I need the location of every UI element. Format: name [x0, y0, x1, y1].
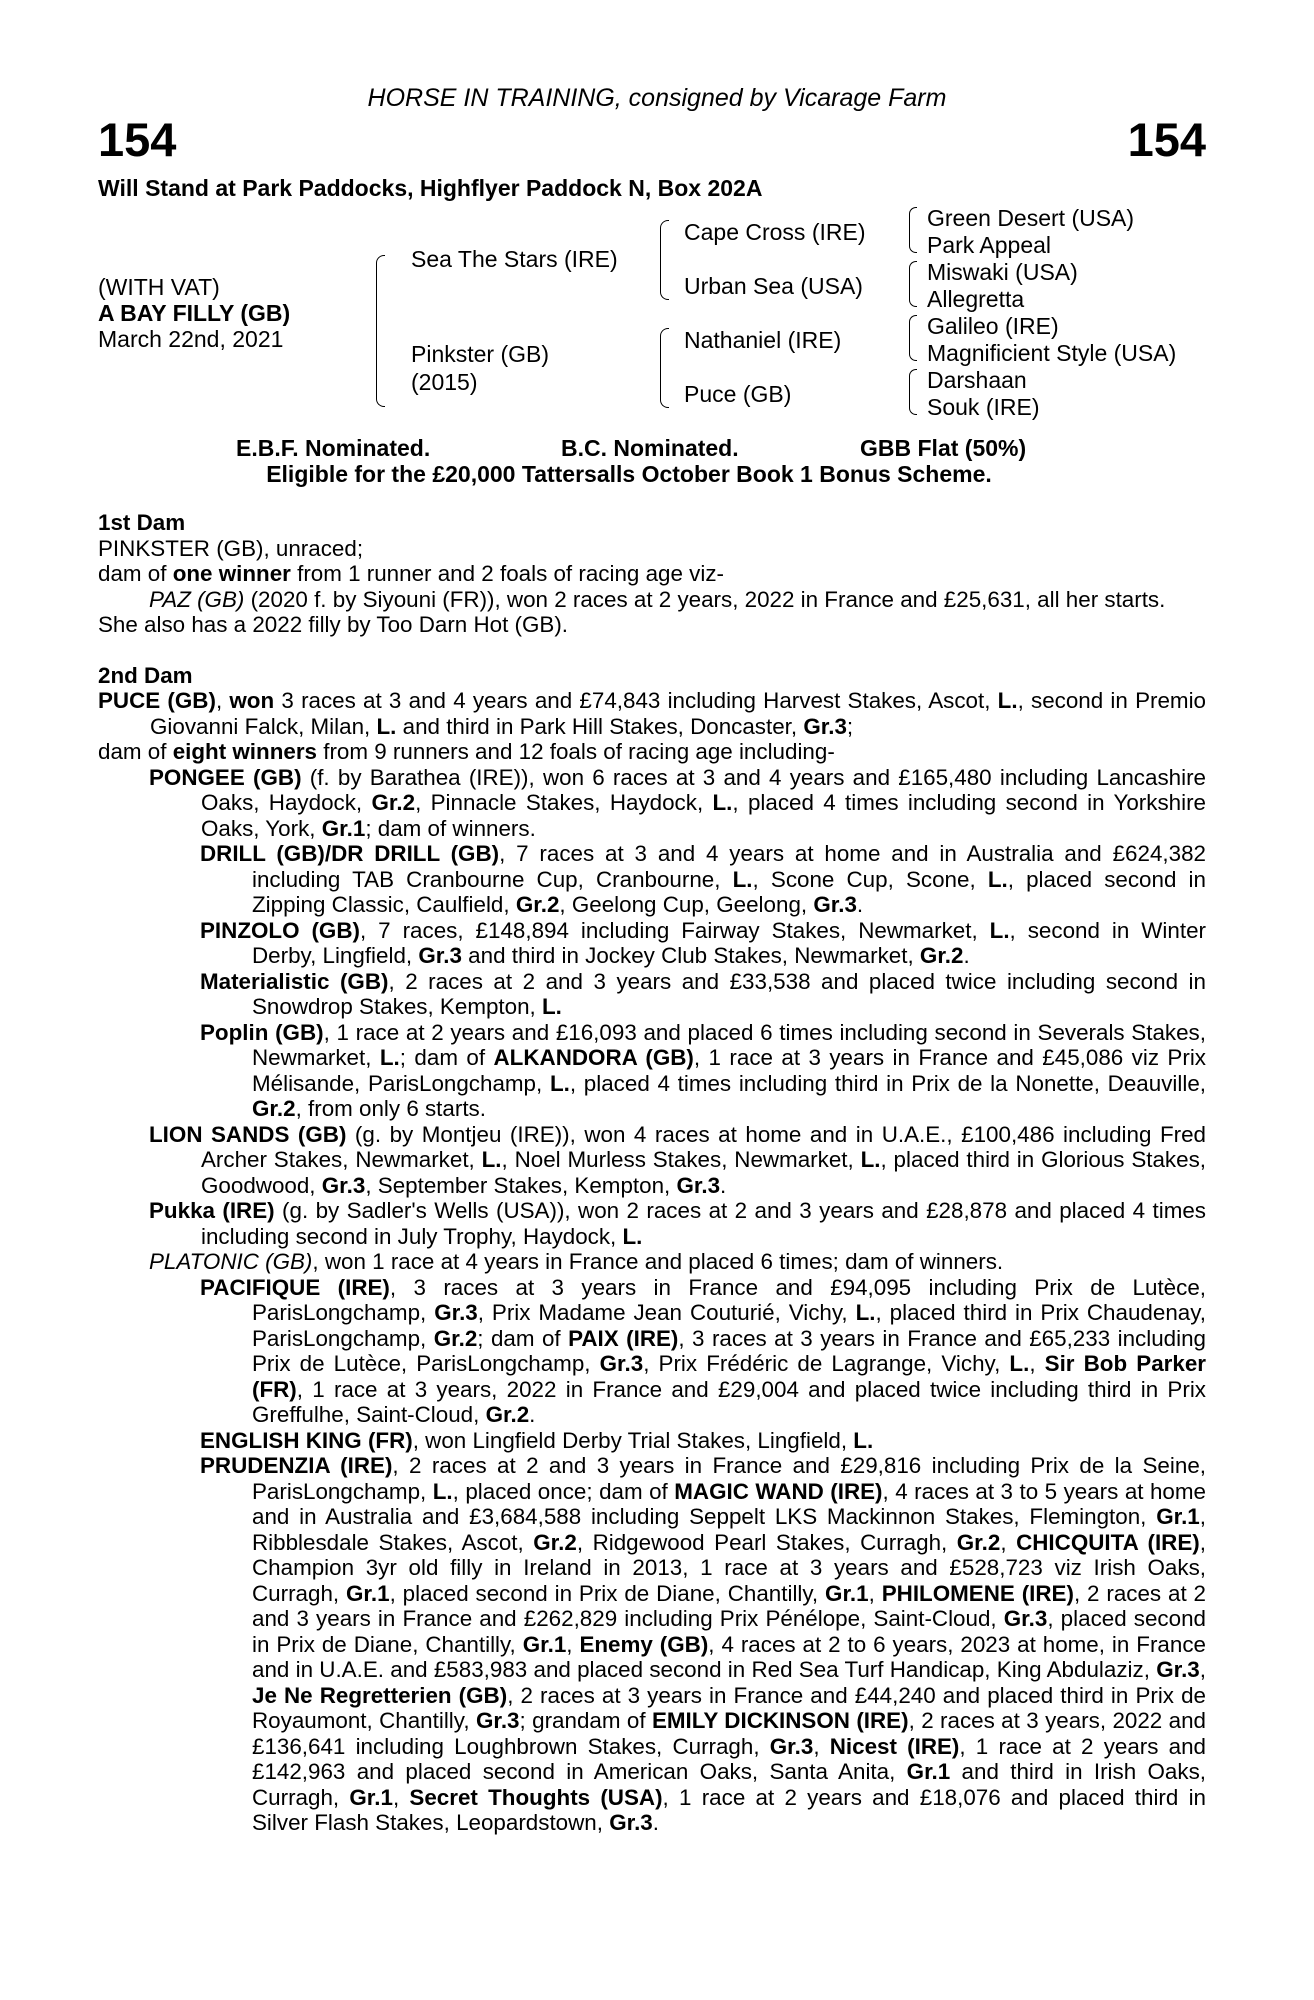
pedigree-brace-sire	[660, 220, 669, 300]
ebf-nominated: E.B.F. Nominated.	[236, 435, 431, 461]
pedigree-brace-ss	[909, 207, 917, 253]
pedigree-dam-year: (2015)	[411, 369, 478, 395]
first-dam-line2: dam of one winner from 1 runner and 2 foals of racing age viz-	[98, 561, 724, 586]
produce-platonic: PLATONIC (GB), won 1 race at 4 years in France and placed 6 times; dam of winners.	[149, 1249, 1004, 1274]
pedigree-brace-sd	[909, 261, 917, 307]
gbb-flat: GBB Flat (50%)	[860, 435, 1027, 461]
pedigree-brace-dam	[660, 328, 669, 408]
first-dam-produce-paz: PAZ (GB) (2020 f. by Siyouni (FR)), won 2 races at 2 years, 2022 in France and £25,631, all her starts.	[149, 586, 1166, 612]
produce-english-king: ENGLISH KING (FR), won Lingfield Derby Trial Stakes, Lingfield, L.	[200, 1427, 874, 1453]
page-header-title: HORSE IN TRAINING, consigned by Vicarage Farm	[367, 84, 947, 112]
pedigree-dsd: Magnificient Style (USA)	[927, 340, 1177, 366]
pedigree-dds: Darshaan	[927, 367, 1027, 393]
pedigree-sdd: Allegretta	[927, 286, 1025, 312]
dam-record	[98, 510, 1206, 1836]
produce-prudenzia: PRUDENZIA (IRE), 2 races at 2 and 3 years in France and £29,816 including Prix de la Seine, ParisLongchamp, L., placed once; dam of MAGIC WAND (IRE), 4 races at 3 to 5 years at home and in Australia and £3,684,588 including Seppelt LKS Mackinnon Stakes, Flemington, Gr.1, Ribblesdale Stakes, Ascot, Gr.2, Ridgewood Pearl Stakes, Curragh, Gr.2, CHICQUITA (IRE), Champion 3yr old filly in Ireland in 2013, 1 race at 3 years and £528,723 viz Irish Oaks, Curragh, Gr.1, placed second in Prix de Diane, Chantilly, Gr.1, PHILOMENE (IRE), 2 races at 2 and 3 years in France and £262,829 including Prix Pénélope, Saint-Cloud, Gr.3, placed second in Prix de Diane, Chantilly, Gr.1, Enemy (GB), 4 races at 2 to 6 years, 2023 at home, in France and in U.A.E. and £583,983 and placed second in Red Sea Turf Handicap, King Abdulaziz, Gr.3, Je Ne Regretterien (GB), 2 races at 3 years in France and £44,240 and placed third in Prix de Royaumont, Chantilly, Gr.3; grandam of EMILY DICKINSON (IRE), 2 races at 3 years, 2022 and £136,641 including Loughbrown Stakes, Curragh, Gr.3, Nicest (IRE), 1 race at 2 years and £142,963 and placed second in American Oaks, Santa Anita, Gr.1 and third in Irish Oaks, Curragh, Gr.1, Secret Thoughts (USA), 1 race at 2 years and £18,076 and placed third in Silver Flash Stakes, Leopardstown, Gr.3.	[200, 1453, 1207, 1835]
lot-number-right: 154	[1127, 113, 1206, 166]
produce-pacifique: PACIFIQUE (IRE), 3 races at 3 years in France and £94,095 including Prix de Lutèce, ParisLongchamp, Gr.3, Prix Madame Jean Couturié, Vichy, L., placed third in Prix Chaudenay, ParisLongchamp, Gr.2; dam of PAIX (IRE), 3 races at 3 years in France and £65,233 including Prix de Lutèce, ParisLongchamp, Gr.3, Prix Frédéric de Lagrange, Vichy, L., Sir Bob Parker (FR), 1 race at 3 years, 2022 in France and £29,004 and placed twice including third in Prix Greffulhe, Saint-Cloud, Gr.2.	[200, 1274, 1206, 1427]
pedigree-brace-ds	[909, 315, 917, 361]
produce-lion-sands: LION SANDS (GB) (g. by Montjeu (IRE)), won 4 races at home and in U.A.E., £100,486 including Fred Archer Stakes, Newmarket, L., Noel Murless Stakes, Newmarket, L., placed third in Glorious Stakes, Goodwood, Gr.3, September Stakes, Kempton, Gr.3.	[149, 1121, 1206, 1198]
produce-poplin: Poplin (GB), 1 race at 2 years and £16,093 and placed 6 times including second in Severals Stakes, Newmarket, L.; dam of ALKANDORA (GB), 1 race at 3 years in France and £45,086 viz Prix Mélisande, ParisLongchamp, L., placed 4 times including third in Prix de la Nonette, Deauville, Gr.2, from only 6 starts.	[200, 1019, 1206, 1121]
bonus-scheme: Eligible for the £20,000 Tattersalls October Book 1 Bonus Scheme.	[266, 461, 992, 487]
produce-pongee: PONGEE (GB) (f. by Barathea (IRE)), won 6 races at 3 and 4 years and £165,480 including Lancashire Oaks, Haydock, Gr.2, Pinnacle Stakes, Haydock, L., placed 4 times including second in Yorkshire Oaks, York, Gr.1; dam of winners.	[149, 764, 1206, 841]
pedigree-brace-dd	[909, 369, 917, 415]
first-dam-also: She also has a 2022 filly by Too Darn Hot (GB).	[98, 612, 569, 637]
pedigree-sire-dam: Urban Sea (USA)	[684, 273, 863, 299]
pedigree-brace-main	[376, 255, 385, 407]
pedigree-sss: Green Desert (USA)	[927, 205, 1135, 231]
pedigree-dam-sire: Nathaniel (IRE)	[684, 327, 842, 353]
pedigree-ssd: Park Appeal	[927, 232, 1052, 258]
first-dam-line1: PINKSTER (GB), unraced;	[98, 535, 364, 561]
pedigree-ddd: Souk (IRE)	[927, 394, 1040, 420]
produce-pukka: Pukka (IRE) (g. by Sadler's Wells (USA)), won 2 races at 2 and 3 years and £28,878 and placed 4 times including second in July Trophy, Haydock, L.	[149, 1198, 1206, 1249]
lot-number-left: 154	[98, 113, 177, 166]
second-dam-puce: PUCE (GB), won 3 races at 3 and 4 years and £74,843 including Harvest Stakes, Ascot, L., second in Premio Giovanni Falck, Milan, L. and third in Park Hill Stakes, Doncaster, Gr.3;	[98, 688, 1206, 739]
produce-materialistic: Materialistic (GB), 2 races at 2 and 3 years and £33,538 and placed twice including second in Snowdrop Stakes, Kempton, L.	[200, 968, 1206, 1019]
produce-drill: DRILL (GB)/DR DRILL (GB), 7 races at 3 and 4 years at home and in Australia and £624,382 including TAB Cranbourne Cup, Cranbourne, L., Scone Cup, Scone, L., placed second in Zipping Classic, Caulfield, Gr.2, Geelong Cup, Geelong, Gr.3.	[200, 841, 1206, 917]
pedigree-dam: Pinkster (GB)	[411, 341, 550, 367]
pedigree-sire-sire: Cape Cross (IRE)	[684, 219, 866, 245]
bc-nominated: B.C. Nominated.	[561, 435, 739, 461]
pedigree-dam-dam: Puce (GB)	[684, 381, 792, 407]
second-dam-produce-summary: dam of eight winners from 9 runners and 12 foals of racing age including-	[98, 739, 835, 764]
pedigree-sds: Miswaki (USA)	[927, 259, 1078, 285]
horse-dob: March 22nd, 2021	[98, 326, 284, 352]
first-dam-heading: 1st Dam	[98, 510, 186, 535]
pedigree-dss: Galileo (IRE)	[927, 313, 1059, 339]
vat-note: (WITH VAT)	[98, 274, 220, 300]
pedigree-sire: Sea The Stars (IRE)	[411, 246, 618, 272]
second-dam-heading: 2nd Dam	[98, 662, 193, 688]
produce-pinzolo: PINZOLO (GB), 7 races, £148,894 including Fairway Stakes, Newmarket, L., second in Winter Derby, Lingfield, Gr.3 and third in Jockey Club Stakes, Newmarket, Gr.2.	[200, 917, 1206, 968]
stand-location: Will Stand at Park Paddocks, Highflyer Paddock N, Box 202A	[98, 175, 763, 201]
horse-name: A BAY FILLY (GB)	[98, 300, 291, 326]
